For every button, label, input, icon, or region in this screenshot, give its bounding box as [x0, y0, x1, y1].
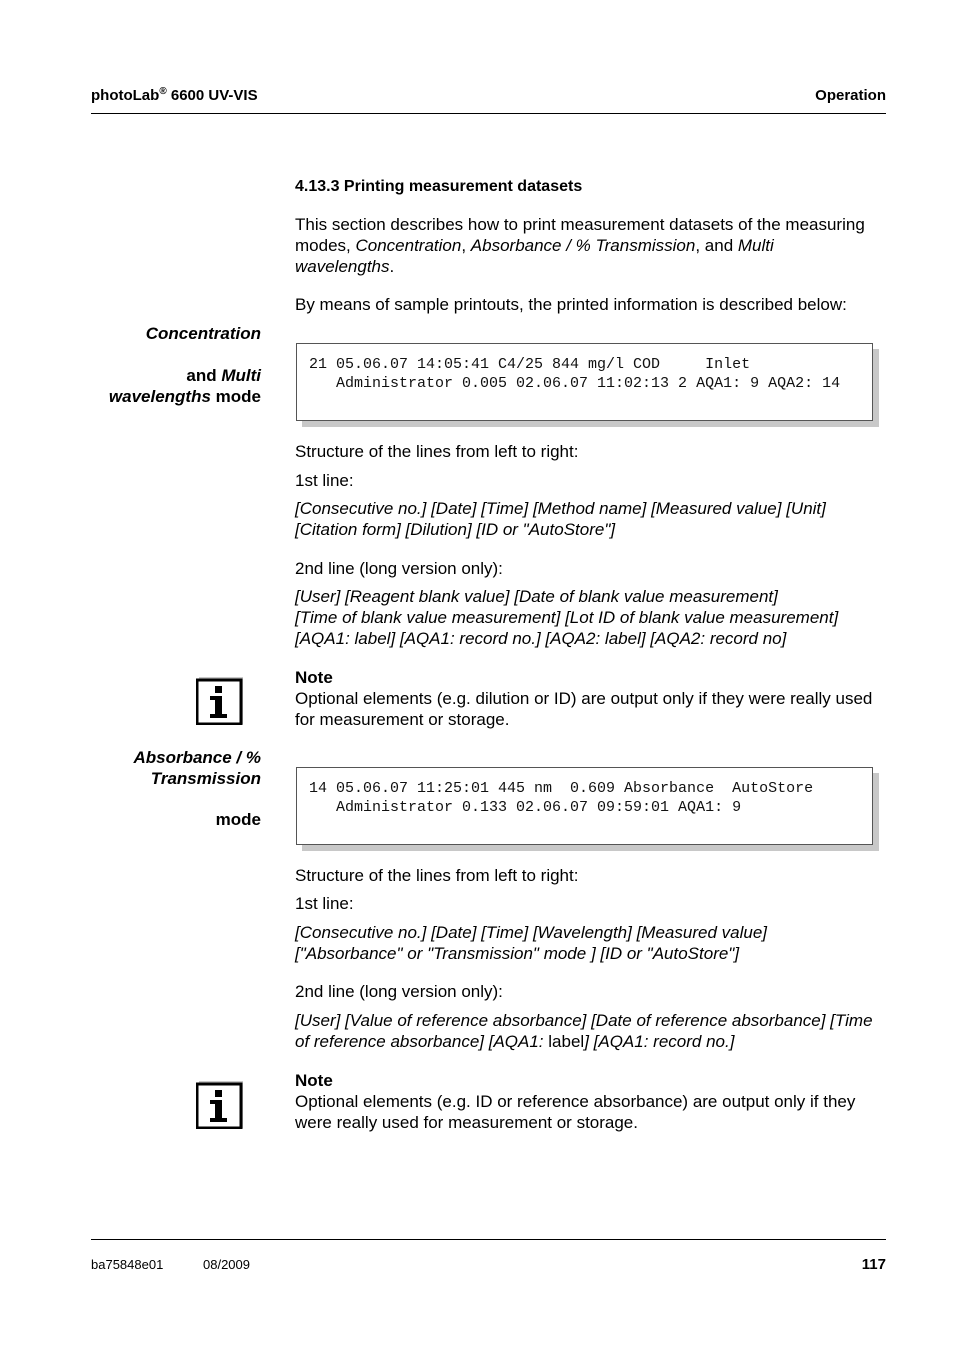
product-model: 6600 UV-VIS	[166, 87, 258, 104]
mode-absorbance: Absorbance / % Transmission	[470, 236, 696, 255]
side-label-line: Absorbance / %	[133, 748, 261, 767]
field-text: of reference absorbance] [AQA1:	[295, 1032, 549, 1051]
intro-sep: , and	[695, 236, 738, 255]
field-list-line: [Time of blank value measurement] [Lot ID of blank value measurement]	[295, 608, 839, 627]
field-list-line: [AQA1: label] [AQA1: record no.] [AQA2: label] [AQA2: record no]	[295, 629, 787, 648]
side-label-multi	[109, 365, 261, 407]
note-1	[295, 667, 872, 730]
note-text: Optional elements (e.g. ID or reference absorbance) are output only if they	[295, 1092, 856, 1111]
printout-line-2: Administrator 0.005 02.06.07 11:02:13 2 AQA1: 9 AQA2: 14	[309, 375, 841, 392]
note-text: Optional elements (e.g. dilution or ID) are output only if they were really used	[295, 689, 873, 708]
footer-rule	[91, 1239, 886, 1240]
section-title: 4.13.3 Printing measurement datasets	[295, 178, 583, 195]
intro-sep: ,	[461, 236, 471, 255]
mode-wavelengths: wavelengths	[295, 257, 390, 276]
intro-line-2	[295, 235, 890, 256]
page-number: 117	[861, 1256, 886, 1273]
side-label-mode-2: mode	[215, 810, 261, 829]
side-label-concentration: Concentration	[145, 324, 261, 343]
side-label-wavelengths: wavelengths	[108, 387, 211, 406]
note-text: were really used for measurement or storage.	[295, 1113, 638, 1132]
footer-date: 08/2009	[203, 1257, 250, 1272]
info-i-icon	[196, 675, 244, 725]
product-name: photoLab	[91, 87, 160, 104]
intro-paragraph	[295, 214, 890, 277]
field-list-line: [Consecutive no.] [Date] [Time] [Wavelength] [Measured value]	[295, 923, 767, 942]
first-line-fields-2	[295, 922, 767, 964]
header-product	[91, 86, 258, 104]
structure-label-2: Structure of the lines from left to right:	[295, 866, 579, 885]
info-i-icon	[196, 1079, 244, 1129]
second-line-fields-1	[295, 586, 838, 649]
note-2	[295, 1070, 855, 1133]
header-chapter: Operation	[815, 87, 886, 104]
printout-line-2: Administrator 0.133 02.06.07 09:59:01 AQA1: 9	[309, 799, 742, 816]
printout-line-1: 21 05.06.07 14:05:41 C4/25 844 mg/l COD Inlet	[309, 356, 751, 373]
field-list-line: [User] [Reagent blank value] [Date of blank value measurement]	[295, 587, 778, 606]
note-title: Note	[295, 668, 333, 687]
field-label-upright: label	[548, 1032, 585, 1051]
header-rule	[91, 113, 886, 114]
intro-text: modes,	[295, 236, 356, 255]
note-text: for measurement or storage.	[295, 710, 510, 729]
first-line-label-1: 1st line:	[295, 471, 354, 490]
side-label-multi-word: Multi	[221, 366, 261, 385]
second-line-label-1: 2nd line (long version only):	[295, 559, 503, 578]
side-label-absorbance	[133, 747, 261, 789]
field-list-line: ["Absorbance" or "Transmission" mode ] [ID or "AutoStore"]	[295, 944, 740, 963]
second-line-label-2: 2nd line (long version only):	[295, 982, 503, 1001]
second-line-fields-2	[295, 1010, 890, 1052]
printouts-paragraph: By means of sample printouts, the printed information is described below:	[295, 295, 847, 314]
product-reg-mark: ®	[159, 86, 167, 97]
first-line-label-2: 1st line:	[295, 894, 354, 913]
field-list-line	[295, 1031, 890, 1052]
field-list-line: [Citation form] [Dilution] [ID or "AutoStore"]	[295, 520, 616, 539]
field-text: ] [AQA1: record no.]	[584, 1032, 735, 1051]
side-label-line: Transmission	[150, 769, 261, 788]
printout-sample-concentration	[296, 343, 873, 421]
field-list-line: [User] [Value of reference absorbance] [Date of reference absorbance] [Time	[295, 1011, 873, 1030]
printout-sample-absorbance	[296, 767, 873, 845]
mode-concentration: Concentration	[355, 236, 462, 255]
first-line-fields-1	[295, 498, 826, 540]
printout-line-1: 14 05.06.07 11:25:01 445 nm 0.609 Absorbance AutoStore	[309, 780, 814, 797]
intro-line-3	[295, 256, 890, 277]
structure-label-1: Structure of the lines from left to right:	[295, 442, 579, 461]
side-label-mode: mode	[210, 387, 261, 406]
field-list-line: [Consecutive no.] [Date] [Time] [Method name] [Measured value] [Unit]	[295, 499, 826, 518]
side-label-and: and	[186, 366, 222, 385]
note-title: Note	[295, 1071, 333, 1090]
mode-multi: Multi	[737, 236, 774, 255]
intro-end: .	[389, 257, 395, 276]
intro-line-1: This section describes how to print measurement datasets of the measuring	[295, 215, 865, 234]
footer-doc-id: ba75848e01	[91, 1257, 164, 1272]
